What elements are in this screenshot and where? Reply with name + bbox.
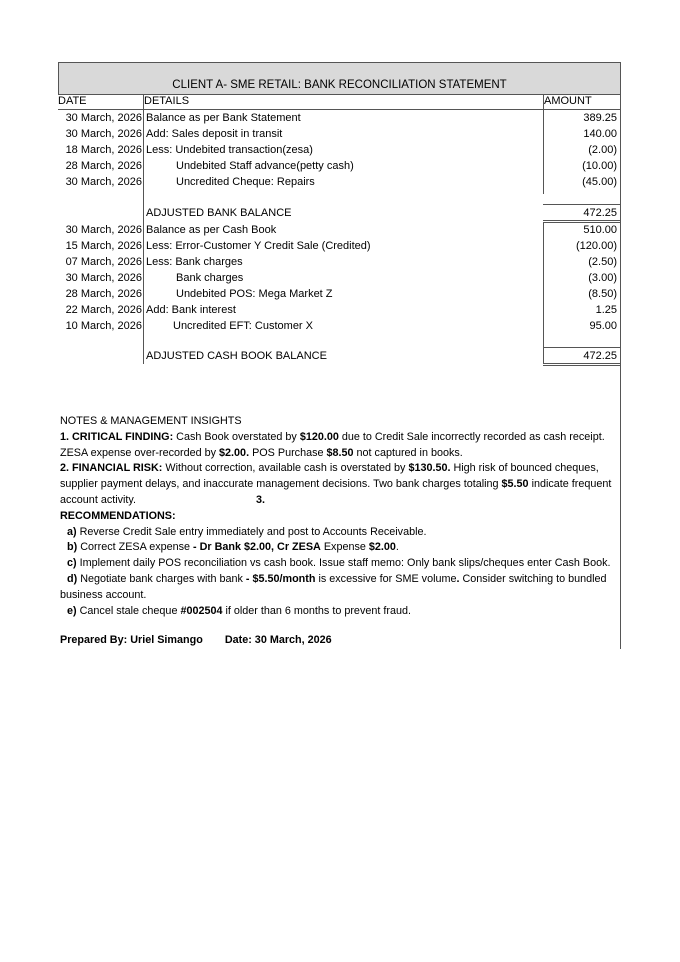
row-amount: (2.50) (588, 256, 617, 268)
rec-label: e) (67, 604, 77, 617)
prepared-by-line (60, 634, 332, 646)
recommendations-heading: RECOMMENDATIONS: (60, 509, 176, 522)
adjusted-bank-amount: 472.25 (583, 207, 617, 219)
row-details: Add: Sales deposit in transit (146, 128, 283, 140)
rec-bold: - $5.50/month (245, 572, 316, 585)
table-row (58, 158, 621, 174)
table-row (58, 302, 621, 318)
finding-text: not captured in books. (353, 446, 463, 459)
row-amount: 389.25 (583, 112, 617, 124)
rec-bold: . (456, 572, 460, 585)
rec-label: b) (67, 541, 78, 554)
row-details: Uncredited Cheque: Repairs (176, 176, 315, 188)
recommendation-b (60, 540, 620, 556)
prepared-date: Date: 30 March, 2026 (224, 634, 332, 646)
table-row (58, 174, 621, 190)
rec-bold: - Dr Bank $2.00, Cr ZESA (193, 541, 321, 554)
rec-text: is excessive for SME volume (315, 572, 457, 585)
total-line-top (543, 204, 621, 205)
rec-text: Expense (320, 541, 369, 554)
rec-bold: $2.00 (368, 541, 396, 554)
risk-text: High risk of bounced cheques, supplier payment delays, and inaccurate management decisions. Two bank charges totaling (60, 462, 599, 491)
rec-text: Negotiate bank charges with bank (77, 572, 246, 585)
table-row (58, 286, 621, 302)
finding-amount: $2.00. (219, 446, 250, 459)
row-details: Less: Bank charges (146, 256, 243, 268)
prepared-by: Prepared By: Uriel Simango (60, 634, 203, 646)
finding-text: due to Credit Sale incorrectly recorded as cash receipt. ZESA expense over-recorded by (60, 430, 605, 459)
table-row (58, 126, 621, 142)
rec-text: Consider switching to bundled business account. (60, 572, 607, 601)
row-date: 22 March, 2026 (65, 304, 142, 316)
row-date: 30 March, 2026 (65, 112, 142, 124)
table-row (58, 110, 621, 126)
row-amount: 1.25 (595, 304, 617, 316)
table-row (58, 238, 621, 254)
row-amount: (3.00) (588, 272, 617, 284)
row-amount: (10.00) (582, 160, 617, 172)
rec-text: . (395, 541, 399, 554)
finding-amount: $120.00 (299, 430, 339, 443)
adjusted-cash-balance-row (58, 348, 621, 364)
rec-label: d) (67, 572, 78, 585)
notes-section (60, 414, 620, 619)
risk-text: indicate frequent account activity. (60, 478, 612, 506)
recommendation-a (60, 525, 620, 541)
recommendation-e (60, 604, 620, 620)
statement-title: CLIENT A- SME RETAIL: BANK RECONCILIATION STATEMENT (172, 79, 507, 91)
rec-label: a) (67, 525, 77, 538)
table-row (58, 318, 621, 334)
rec-text: Reverse Credit Sale entry immediately and post to Accounts Receivable. (76, 525, 427, 538)
cash-total-line-double (543, 365, 621, 366)
row-date: 18 March, 2026 (65, 144, 142, 156)
column-header-amount: AMOUNT (544, 94, 620, 110)
notes-heading: NOTES & MANAGEMENT INSIGHTS (60, 415, 242, 427)
finding-text: Cash Book overstated by (173, 430, 300, 443)
row-details: Less: Undebited transaction(zesa) (146, 144, 313, 156)
row-details: Undebited POS: Mega Market Z (176, 288, 333, 300)
cash-total-line-bottom (543, 363, 621, 364)
row-amount: 510.00 (583, 224, 617, 236)
statement-title-box (58, 62, 621, 95)
row-amount: 140.00 (583, 128, 617, 140)
column-header-details: DETAILS (144, 94, 544, 110)
rec-text: Cancel stale cheque (76, 604, 181, 617)
rec-text: if older than 6 months to prevent fraud. (222, 604, 411, 617)
row-date: 30 March, 2026 (65, 272, 142, 284)
row-date: 28 March, 2026 (65, 160, 142, 172)
rec-text: Correct ZESA expense (77, 541, 194, 554)
critical-finding (60, 430, 620, 462)
risk-text: Without correction, available cash is overstated by (162, 462, 409, 475)
risk-amount: $130.50. (408, 462, 451, 475)
recommendation-c (60, 556, 620, 572)
row-details: Balance as per Bank Statement (146, 112, 301, 124)
row-amount: (8.50) (588, 288, 617, 300)
finding-label: 1. CRITICAL FINDING: (60, 430, 174, 443)
risk-label: 2. FINANCIAL RISK: (60, 462, 163, 475)
rec-bold: #002504 (180, 604, 223, 617)
row-details: Balance as per Cash Book (146, 224, 277, 236)
cash-total-line-top (543, 347, 621, 348)
financial-risk (60, 461, 620, 508)
table-row (58, 270, 621, 286)
rec-text: Implement daily POS reconciliation vs cash book. Issue staff memo: Only bank slips/cheques enter Cash Book. (76, 557, 611, 570)
row-date: 30 March, 2026 (65, 224, 142, 236)
row-amount: (2.00) (588, 144, 617, 156)
adjusted-cash-label: ADJUSTED CASH BOOK BALANCE (146, 350, 327, 362)
row-amount: 95.00 (589, 320, 617, 332)
row-details: Less: Error-Customer Y Credit Sale (Credited) (146, 240, 371, 252)
recommendation-d (60, 572, 620, 604)
table-row (58, 254, 621, 270)
column-header-date: DATE (58, 94, 144, 110)
adjusted-cash-amount: 472.25 (583, 350, 617, 362)
row-details: Bank charges (176, 272, 244, 284)
finding-text: POS Purchase (249, 446, 327, 459)
row-date: 10 March, 2026 (65, 320, 142, 332)
adjusted-bank-label: ADJUSTED BANK BALANCE (146, 207, 292, 219)
row-date: 30 March, 2026 (65, 176, 142, 188)
row-date: 30 March, 2026 (65, 128, 142, 140)
row-amount: (45.00) (582, 176, 617, 188)
risk-amount: $5.50 (501, 478, 529, 491)
row-date: 28 March, 2026 (65, 288, 142, 300)
finding-amount: $8.50 (326, 446, 354, 459)
note-marker: 3. (256, 493, 266, 506)
total-line-bottom (543, 220, 621, 221)
row-date: 07 March, 2026 (65, 256, 142, 268)
row-details: Add: Bank interest (146, 304, 236, 316)
row-amount: (120.00) (576, 240, 617, 252)
row-details: Uncredited EFT: Customer X (173, 320, 313, 332)
row-details: Undebited Staff advance(petty cash) (176, 160, 354, 172)
table-row (58, 222, 621, 238)
table-row (58, 142, 621, 158)
row-date: 15 March, 2026 (65, 240, 142, 252)
rec-label: c) (67, 557, 77, 570)
adjusted-bank-balance-row (58, 205, 621, 221)
